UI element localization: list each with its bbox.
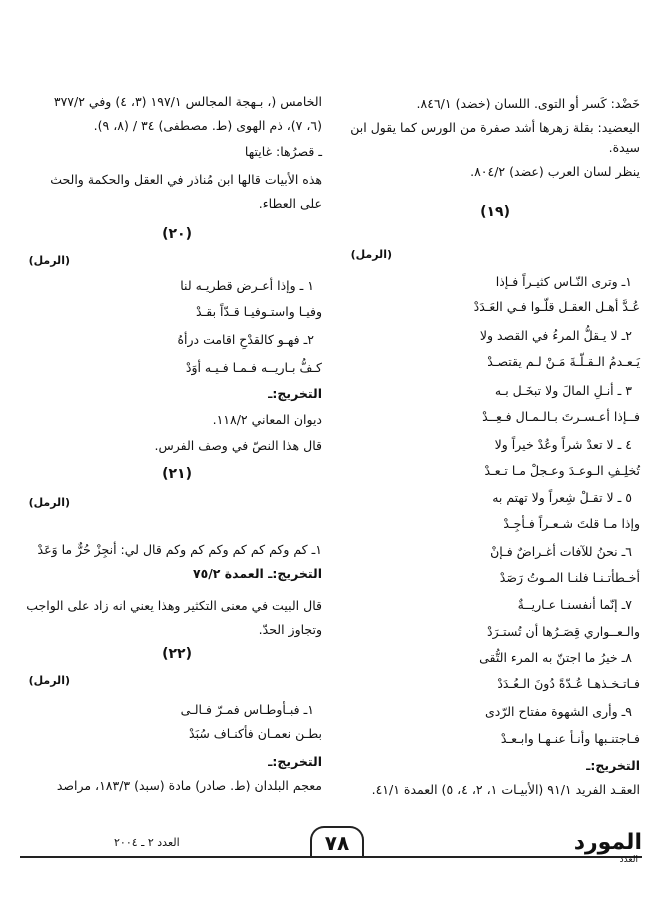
poem-number: (١٩) [480, 204, 510, 220]
poem-number: (٢٠) [162, 226, 192, 242]
takhrij-text: العقـد الفريد ٩١/١ (الأبيـات ١، ٢، ٤، ٥) العمدة ٤١/١. [371, 782, 640, 797]
takhrij-heading: التخريج:ـ [268, 754, 322, 769]
verse-first-hemistich: ١ ـ وإذا أعـرض قطريـه لنا [180, 278, 314, 293]
verse-second-hemistich: والـعــواري قِصَـرُها أن تُستـرَدْ [487, 624, 640, 639]
note-line: هذه الأبيات قالها ابن مُناذر في العقل والحكمة والحث [50, 172, 322, 187]
page-number: ٧٨ [310, 826, 364, 856]
takhrij-text: ديوان المعاني ١١٨/٢. [212, 412, 322, 427]
meter-label: (الرمل) [28, 254, 70, 267]
verse-first-hemistich: ٤ ـ لا تعدْ شراً وعُدْ خيراً ولا [494, 437, 632, 452]
intro-line: اليعضيد: بقلة زهرها أشد صفرة من الورس كما يقول ابن [350, 120, 640, 135]
verse-first-hemistich: ٦ـ نحنُ للآفات أغـراضٌ فـإنْ [490, 544, 632, 559]
takhrij-text: التخريج:ـ العمدة ٧٥/٢ [192, 566, 322, 581]
verse-second-hemistich: وإذا مـا قلتَ شـعـراً فـأجِـدْ [503, 516, 640, 531]
verse-second-hemistich: أخـطأتـنـا فلنـا المـوتُ رَصَدْ [499, 570, 640, 585]
meter-label: (الرمل) [28, 674, 70, 687]
verse-second-hemistich: يَـعـدمُ الـقـلّـةَ مَـنْ لـم يقتصـدْ [487, 354, 640, 369]
takhrij-text: معجم البلدان (ط. صادر) مادة (سبد) ١٨٣/٣، مراصد [56, 778, 322, 793]
meter-label: (الرمل) [350, 248, 392, 261]
verse-second-hemistich: تُخلِـفِ الـوعـدَ وعـجلْ مـا تـعـدْ [484, 463, 640, 478]
takhrij-text: قال هذا النصّ في وصف الفرس. [154, 438, 322, 453]
issue-label: العدد ٢ ـ ٢٠٠٤ [114, 836, 180, 849]
takhrij-heading: التخريج:ـ [586, 758, 640, 773]
poem-number: (٢٢) [162, 646, 192, 662]
verse-first-hemistich: ٩ـ وأرى الشهوة مفتاح الرّدى [484, 704, 632, 719]
verse-second-hemistich: كـفُّ بـاريــه فـمـا فـيـه أوَدْ [185, 360, 322, 375]
intro-line: ينظر لسان العرب (عضد) ٨٠٤/٢. [470, 164, 640, 179]
journal-logo-subtitle: العدد [619, 855, 638, 865]
verse-first-hemistich: ٣ ـ أنـلِ المالَ ولا تبخَـل بـه [494, 383, 632, 398]
continuation-line: الخامس (، بـهجة المجالس ١٩٧/١ (٣، ٤) وفي ٣٧٧/٢ [53, 94, 322, 109]
verse-first-hemistich: ٨ـ خيرُ ما اجتنّ به المرء التُّقى [479, 650, 632, 665]
verse-second-hemistich: فــإذا أعـسـرتَ بـالـمـال فـعِــدْ [482, 409, 640, 424]
note-line: على العطاء. [258, 196, 322, 211]
verse-first-hemistich: ٢ـ فهـو كالقدْحِ اقامت درأهُ [177, 332, 314, 347]
verse-second-hemistich: فـاجتنـبها وأنـأ عنـهـا وابـعـدْ [500, 731, 640, 746]
note-line: قال البيت في معنى التكثير وهذا يعني انه زاد على الواجب [26, 598, 322, 613]
poem-number: (٢١) [162, 466, 192, 482]
verse-first-hemistich: ٢ـ لا يـقلُّ المرءُ في القصد ولا [479, 328, 632, 343]
takhrij-heading: التخريج:ـ [268, 386, 322, 401]
verse-first-hemistich: ١ـ فبـأوطـاس فمـرّ فـالـى [180, 702, 314, 717]
continuation-line: (٦، ٧)، ذم الهوى (ط. مصطفى) ٣٤ / (٨، ٩). [93, 118, 322, 133]
verse-second-hemistich: وفيـا واستـوفيـا قـدّاً بقـدْ [196, 304, 322, 319]
meter-label: (الرمل) [28, 496, 70, 509]
intro-line: سيدة. [608, 140, 640, 155]
journal-logo: المورد [573, 830, 642, 855]
verse-first-hemistich: ٥ ـ لا تقـلْ شِعراً ولا تهتم به [492, 490, 632, 505]
verse-first-hemistich: ٧ـ إنّما أنفسنـا عـاريــةٌ [517, 597, 632, 612]
verse-first-hemistich: ١ـ وترى النّـاس كثيـراً فـإذا [495, 274, 632, 289]
page-footer [20, 822, 642, 872]
verse-second-hemistich: بطـن نعمـان فأكنـاف سُبَدْ [189, 726, 322, 741]
verse-second-hemistich: فـاتـخـذهـا عُـدّةً دُونَ الـعُـدَدْ [497, 676, 640, 691]
intro-line: خَضْد: كَسر أو التوى. اللسان (خضد) ٨٤٦/١. [416, 96, 640, 111]
verse-second-hemistich: عُـدَّ أهـل العقـل قلّـوا فـي العَـدَدْ [473, 299, 640, 314]
verse-line: ١ـ كم وكم كم كم وكم كم وكم قال لي: أنجِزْ حُرٌّ ما وَعَدْ [37, 542, 322, 557]
gloss-line: ـ قصرُها: غايتها [244, 144, 322, 159]
note-line: وتجاوز الحدّ. [258, 622, 322, 637]
